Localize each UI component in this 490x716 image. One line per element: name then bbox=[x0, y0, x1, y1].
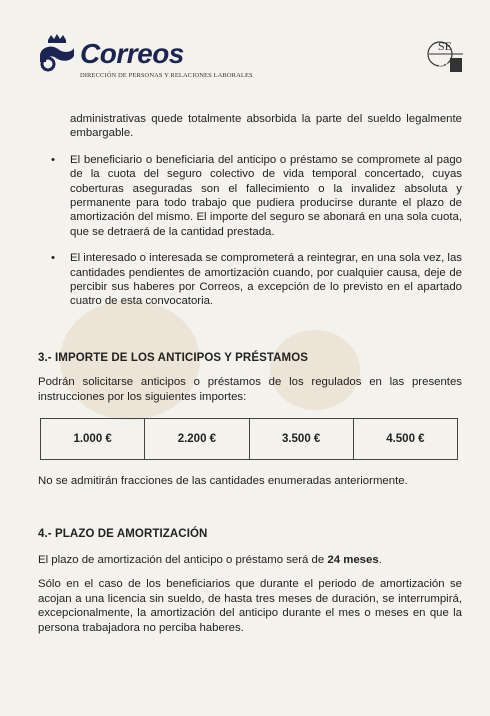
logo-subtitle: DIRECCIÓN DE PERSONAS Y RELACIONES LABORALES bbox=[80, 72, 253, 79]
amount-cell: 1.000 € bbox=[41, 419, 145, 460]
amounts-table bbox=[40, 418, 458, 460]
section4-paragraph: Sólo en el caso de los beneficiarios que durante el periodo de amortización se acojan a una licencia sin sueldo, de hasta tres meses de duración, se interrumpirá, excepcionalmente, la amortización del anticipo durante el mes o meses en que la persona trabajadora no perciba haberes. bbox=[38, 578, 462, 634]
document-header bbox=[36, 28, 466, 88]
section3-note: No se admitirán fracciones de las cantidades enumeradas anteriormente. bbox=[38, 475, 408, 488]
crown-horn-icon bbox=[36, 34, 76, 74]
seal-text-bottom: PI bbox=[438, 58, 449, 72]
document-body bbox=[38, 112, 462, 635]
continued-paragraph: administrativas quede totalmente absorbida la parte del sueldo legalmente embargable. bbox=[70, 113, 462, 140]
amount-cell: 3.500 € bbox=[249, 419, 353, 460]
section4-heading: 4.- PLAZO DE AMORTIZACIÓN bbox=[38, 527, 208, 540]
bullet-text: El interesado o interesada se comprometerá a reintegrar, en una sola vez, las cantidades pendientes de amortización cuando, por cualquier causa, deje de percibir sus haberes por Correos, a excepción de lo previsto en el apartado cuatro de esta convocatoria. bbox=[70, 252, 462, 308]
sepi-seal bbox=[426, 32, 464, 76]
table-row bbox=[41, 419, 458, 460]
logo-name: Correos bbox=[80, 38, 184, 69]
bullet-text: El beneficiario o beneficiaria del anticipo o préstamo se compromete al pago de la cuota del seguro colectivo de vida temporal concertado, cuyas coberturas aseguradas son el fallecimiento o la invalidez absoluta y permanente para todo trabajo que pudiera producirse durante el plazo de amortización del mismo. El importe del seguro se abonará en una sola cuota, que se detraerá de la cantidad prestada. bbox=[70, 153, 462, 238]
section4-term-line bbox=[38, 553, 462, 567]
amount-cell: 2.200 € bbox=[145, 419, 249, 460]
list-item bbox=[38, 153, 462, 239]
list-item bbox=[38, 251, 462, 309]
term-text-before: El plazo de amortización del anticipo o préstamo será de bbox=[38, 553, 325, 566]
bullet-icon: • bbox=[51, 252, 55, 265]
bullet-icon: • bbox=[51, 153, 55, 166]
section3-intro: Podrán solicitarse anticipos o préstamos de los regulados en las presentes instrucciones por los siguientes importes: bbox=[38, 376, 462, 403]
amount-cell: 4.500 € bbox=[353, 419, 457, 460]
term-text-after: . bbox=[378, 553, 382, 566]
seal-text-top: SE bbox=[438, 39, 453, 53]
term-value: 24 meses bbox=[327, 553, 379, 566]
section3-heading: 3.- IMPORTE DE LOS ANTICIPOS Y PRÉSTAMOS bbox=[38, 351, 309, 364]
